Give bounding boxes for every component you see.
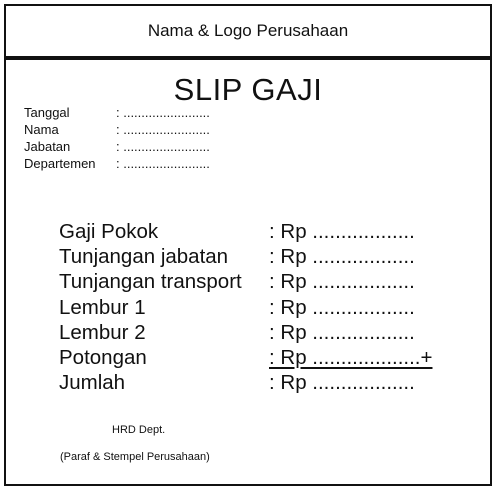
company-header: [6, 6, 490, 60]
pay-label: Tunjangan transport: [59, 270, 242, 294]
info-label: Tanggal: [24, 105, 70, 120]
pay-row-potongan: [59, 345, 432, 370]
pay-value: : Rp ..................: [269, 295, 415, 319]
pay-value: : Rp ..................: [269, 220, 415, 243]
pay-value: : Rp ..................: [269, 270, 415, 294]
employee-info: [24, 104, 210, 172]
slip-title: SLIP GAJI: [173, 72, 323, 107]
pay-value: : Rp ...................+: [269, 346, 433, 370]
info-row-tanggal: [24, 104, 210, 121]
pay-label: Gaji Pokok: [59, 220, 159, 243]
pay-label: Lembur 1: [59, 295, 146, 319]
pay-row-gaji-pokok: [59, 219, 432, 244]
info-value: : ........................: [116, 122, 210, 137]
info-value: : ........................: [116, 105, 210, 120]
company-name-logo: Nama & Logo Perusahaan: [147, 21, 349, 40]
info-row-nama: [24, 121, 210, 138]
info-label: Nama: [24, 122, 59, 137]
pay-items: [59, 219, 432, 395]
pay-value: : Rp ..................: [269, 245, 415, 269]
info-value: : ........................: [116, 139, 210, 154]
hrd-dept-label: HRD Dept.: [112, 424, 166, 436]
info-value: : ........................: [116, 156, 210, 171]
pay-value: : Rp ..................: [269, 371, 415, 395]
pay-label: Lembur 2: [59, 320, 146, 344]
info-row-departemen: [24, 155, 210, 172]
pay-label: Jumlah: [59, 371, 126, 395]
signature-stamp-note: (Paraf & Stempel Perusahaan): [60, 451, 210, 463]
pay-value: : Rp ..................: [269, 320, 415, 344]
pay-row-lembur-2: [59, 320, 432, 345]
info-label: Jabatan: [24, 139, 71, 154]
info-label: Departemen: [24, 156, 96, 171]
pay-row-jumlah: [59, 370, 432, 395]
pay-label: Tunjangan jabatan: [59, 245, 229, 269]
pay-label: Potongan: [59, 346, 147, 370]
slip-frame: [4, 4, 492, 486]
info-row-jabatan: [24, 138, 210, 155]
pay-row-tunjangan-jabatan: [59, 244, 432, 269]
pay-row-tunjangan-transport: [59, 269, 432, 294]
pay-row-lembur-1: [59, 295, 432, 320]
